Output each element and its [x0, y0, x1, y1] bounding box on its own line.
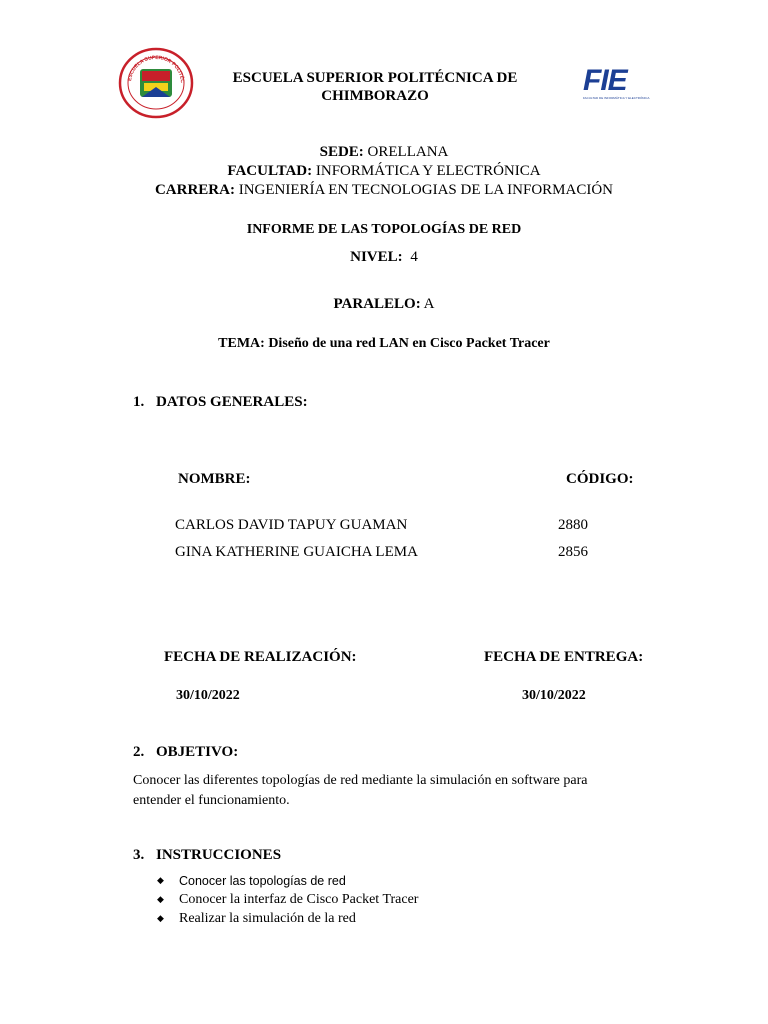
- objective-line1: Conocer las diferentes topologías de red mediante la simulación en software para: [133, 773, 588, 788]
- fecha-entrega-value: 30/10/2022: [522, 688, 586, 703]
- objective-line2: entender el funcionamiento.: [133, 793, 290, 808]
- list-item: [157, 873, 657, 891]
- facultad-line: [0, 162, 768, 181]
- section2-number: 2.: [133, 744, 145, 760]
- bullet-diamond-icon: ◆: [157, 876, 164, 886]
- facultad-value: INFORMÁTICA Y ELECTRÓNICA: [315, 163, 541, 179]
- section1-title: DATOS GENERALES:: [156, 394, 308, 410]
- nivel-value: 4: [410, 249, 418, 265]
- section3-title: INSTRUCCIONES: [156, 847, 282, 863]
- espoch-seal-logo: [118, 47, 194, 119]
- section1-number: 1.: [133, 394, 145, 410]
- section3-heading: [133, 846, 281, 864]
- column-header-code: CÓDIGO:: [566, 471, 634, 487]
- section3-number: 3.: [133, 847, 145, 863]
- fie-logo-subtext: FACULTAD DE INFORMÁTICA Y ELECTRÓNICA: [583, 96, 650, 100]
- nivel-line: [0, 248, 768, 266]
- bullet-diamond-icon: ◆: [157, 895, 164, 905]
- fie-logo-text: FIE: [583, 64, 627, 97]
- student-code: 2856: [558, 544, 588, 560]
- carrera-line: [0, 181, 768, 200]
- institution-line1: ESCUELA SUPERIOR POLITÉCNICA DE: [232, 70, 518, 86]
- institution-name: [200, 69, 550, 105]
- fecha-realizacion-value: 30/10/2022: [176, 688, 240, 703]
- instruction-text: Conocer la interfaz de Cisco Packet Tracer: [179, 892, 419, 907]
- student-name: CARLOS DAVID TAPUY GUAMAN: [175, 517, 408, 533]
- table-row: [175, 516, 615, 534]
- section1-heading: [133, 393, 308, 411]
- carrera-label: CARRERA:: [154, 182, 235, 198]
- institution-info: [0, 143, 768, 200]
- instructions-list: [157, 873, 657, 929]
- fecha-entrega-label: FECHA DE ENTREGA:: [484, 649, 644, 665]
- institution-line2: CHIMBORAZO: [321, 88, 429, 104]
- table-row: [175, 543, 615, 561]
- bullet-diamond-icon: ◆: [157, 914, 164, 924]
- sede-value: ORELLANA: [367, 144, 449, 160]
- student-code: 2880: [558, 517, 588, 533]
- instruction-text: Realizar la simulación de la red: [179, 911, 356, 926]
- tema-line: [0, 335, 768, 352]
- report-title: INFORME DE LAS TOPOLOGÍAS DE RED: [246, 222, 522, 237]
- sede-line: [0, 143, 768, 162]
- tema-label: TEMA:: [218, 336, 265, 351]
- carrera-value: INGENIERÍA EN TECNOLOGIAS DE LA INFORMACIÓN: [238, 182, 614, 198]
- facultad-label: FACULTAD:: [227, 163, 313, 179]
- fie-logo: [583, 64, 650, 106]
- paralelo-label: PARALELO:: [333, 296, 421, 312]
- fecha-realizacion-label: FECHA DE REALIZACIÓN:: [164, 649, 357, 665]
- section2-heading: [133, 743, 238, 761]
- sede-label: SEDE:: [319, 144, 364, 160]
- instruction-text: Conocer las topologías de red: [179, 874, 346, 888]
- paralelo-line: [0, 295, 768, 313]
- paralelo-value: A: [423, 296, 435, 312]
- tema-value: Diseño de una red LAN en Cisco Packet Tracer: [268, 336, 550, 351]
- objective-text: [133, 771, 693, 811]
- svg-text:ESCUELA SUPERIOR POLITÉCNICA: ESCUELA SUPERIOR POLITÉC: [127, 54, 186, 84]
- list-item: [157, 910, 657, 929]
- section2-title: OBJETIVO:: [156, 744, 239, 760]
- student-name: GINA KATHERINE GUAICHA LEMA: [175, 544, 418, 560]
- column-header-name: NOMBRE:: [178, 471, 251, 487]
- nivel-label: NIVEL:: [350, 249, 403, 265]
- list-item: [157, 891, 657, 910]
